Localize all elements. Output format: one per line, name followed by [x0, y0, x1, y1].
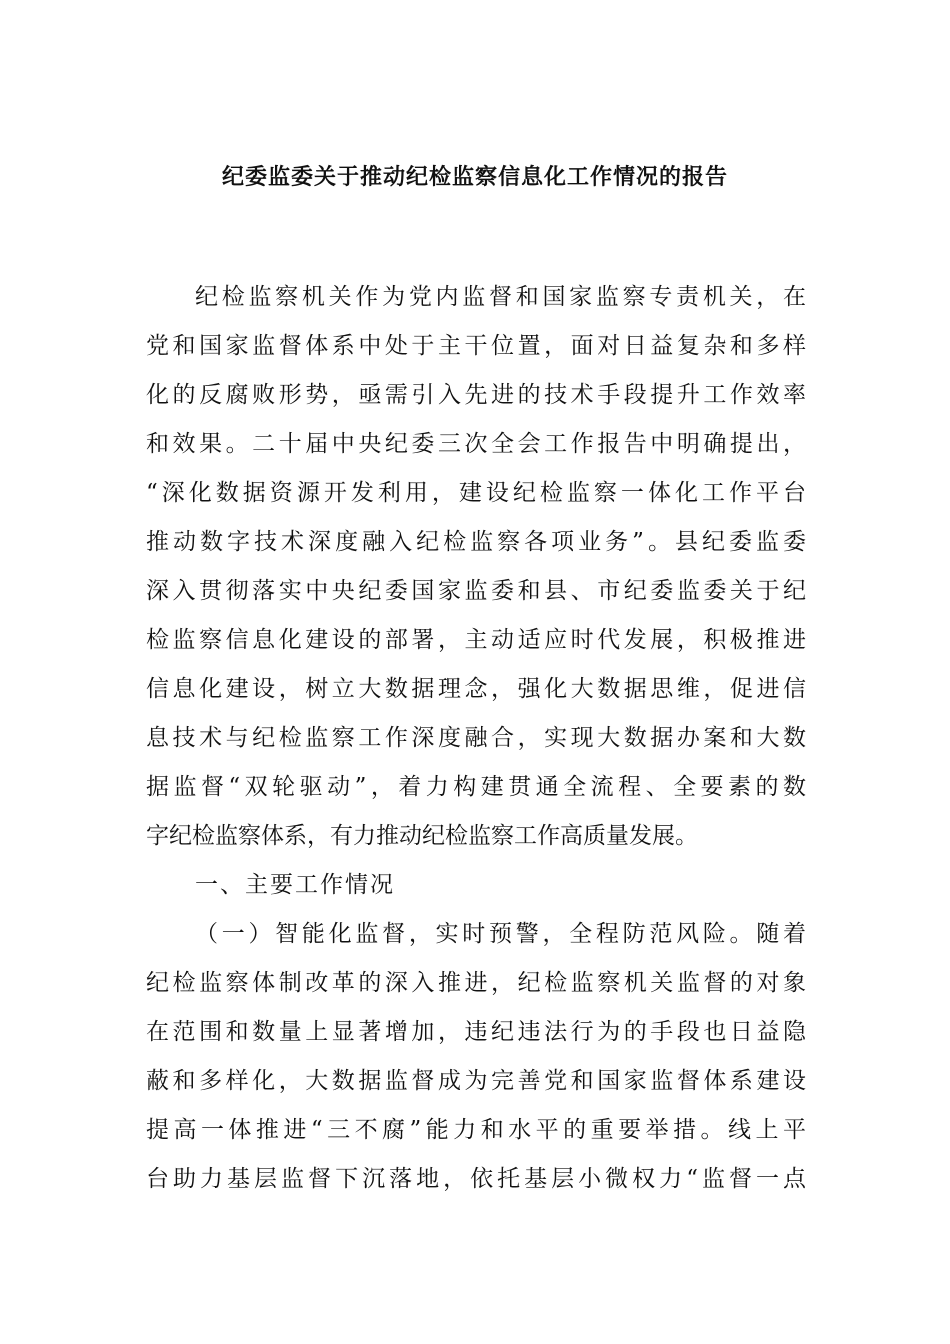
paragraph-line: 台助力基层监督下沉落地，依托基层小微权力“监督一点: [146, 1166, 806, 1192]
paragraph-line: 党和国家监督体系中处于主干位置，面对日益复杂和多样: [146, 333, 806, 359]
paragraph-line: 化的反腐败形势，亟需引入先进的技术手段提升工作效率: [146, 382, 806, 408]
paragraph-line: 纪检监察体制改革的深入推进，纪检监察机关监督的对象: [146, 970, 806, 996]
section-heading: 一、主要工作情况: [195, 872, 395, 898]
document-title: 纪委监委关于推动纪检监察信息化工作情况的报告: [221, 165, 728, 190]
paragraph-line: 信息化建设，树立大数据理念，强化大数据思维，促进信: [146, 676, 806, 702]
paragraph-line: 深入贯彻落实中央纪委国家监委和县、市纪委监委关于纪: [146, 578, 806, 604]
paragraph-line: 据监督“双轮驱动”，着力构建贯通全流程、全要素的数: [146, 774, 806, 800]
document-body: [146, 273, 806, 1204]
paragraph-line: （一）智能化监督，实时预警，全程防范风险。随着: [195, 921, 806, 947]
paragraph-line: 和效果。二十届中央纪委三次全会工作报告中明确提出，: [146, 431, 806, 457]
paragraph-line: 在范围和数量上显著增加，违纪违法行为的手段也日益隐: [146, 1019, 806, 1045]
paragraph-line: “深化数据资源开发利用，建设纪检监察一体化工作平台: [146, 480, 806, 506]
paragraph-line: 纪检监察机关作为党内监督和国家监察专责机关，在: [195, 284, 806, 310]
paragraph-line: 推动数字技术深度融入纪检监察各项业务”。县纪委监委: [146, 529, 806, 555]
paragraph-line: 字纪检监察体系，有力推动纪检监察工作高质量发展。: [146, 823, 698, 849]
paragraph-line: 检监察信息化建设的部署，主动适应时代发展，积极推进: [146, 627, 806, 653]
paragraph-line: 息技术与纪检监察工作深度融合，实现大数据办案和大数: [146, 725, 806, 751]
paragraph-line: 蔽和多样化，大数据监督成为完善党和国家监督体系建设: [146, 1068, 806, 1094]
paragraph-1: [146, 273, 806, 861]
paragraph-2: [146, 910, 806, 1204]
paragraph-line: 提高一体推进“三不腐”能力和水平的重要举措。线上平: [146, 1117, 806, 1143]
